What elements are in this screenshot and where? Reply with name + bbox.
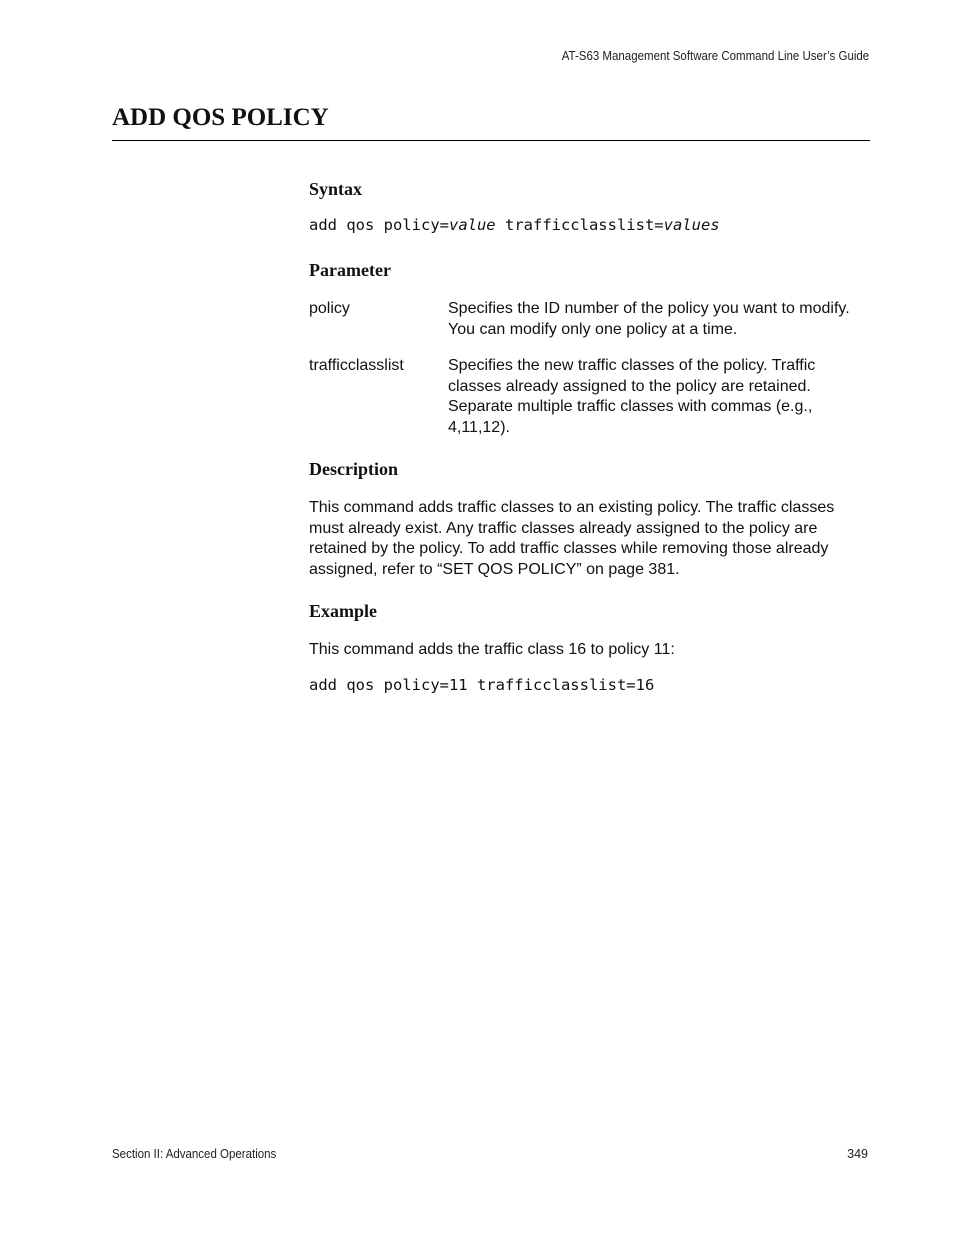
example-command: add qos policy=11 trafficclasslist=16 [309, 676, 655, 694]
parameter-name: trafficclasslist [309, 357, 404, 374]
syntax-command-text: trafficclasslist= [495, 216, 664, 234]
footer-section-title: Section II: Advanced Operations [112, 1147, 277, 1161]
example-heading: Example [309, 601, 378, 621]
parameter-heading: Parameter [309, 260, 391, 280]
description-text: This command adds traffic classes to an existing policy. The traffic classes must already exist. Any traffic classes already assigned to the policy are retained by the policy. To add traffic classes while removing those already assigned, refer to “SET QOS POLICY” on page 381. [309, 499, 835, 578]
syntax-heading: Syntax [309, 179, 363, 199]
syntax-command [309, 216, 720, 234]
footer-page-number: 349 [847, 1147, 868, 1161]
parameter-name: policy [309, 300, 350, 317]
parameter-description: Specifies the new traffic classes of the policy. Traffic classes already assigned to the policy are retained. Separate multiple traffic classes with commas (e.g., 4,11,12). [448, 357, 816, 436]
example-intro: This command adds the traffic class 16 to policy 11: [309, 641, 675, 658]
syntax-arg-value: value [448, 216, 496, 234]
syntax-arg-values: values [663, 216, 720, 234]
running-header: AT-S63 Management Software Command Line User’s Guide [561, 49, 869, 63]
syntax-command-text: add qos policy= [309, 216, 449, 234]
parameter-description: Specifies the ID number of the policy you want to modify. You can modify only one policy at a time. [448, 300, 850, 338]
page-title: ADD QOS POLICY [112, 104, 329, 131]
title-divider [112, 140, 870, 141]
description-heading: Description [309, 459, 398, 479]
